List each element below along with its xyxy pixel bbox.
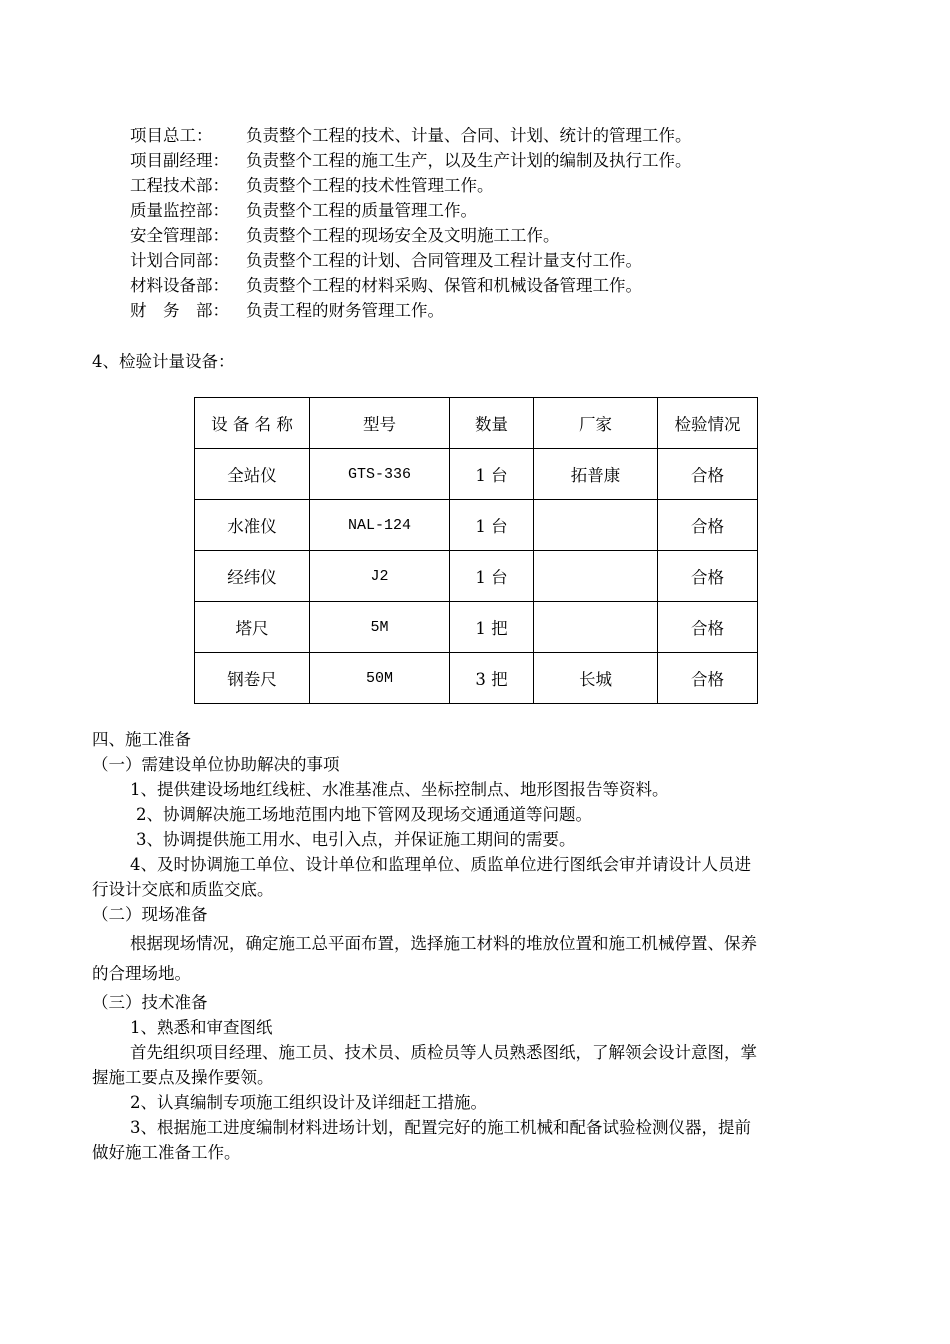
table-cell: 合格 — [658, 500, 758, 551]
table-row — [195, 653, 758, 704]
role-line — [130, 150, 692, 172]
list-item: 2、认真编制专项施工组织设计及详细赶工措施。 — [130, 1093, 487, 1112]
role-line — [130, 250, 642, 272]
paragraph-line: 首先组织项目经理、施工员、技术员、质检员等人员熟悉图纸，了解领会设计意图，掌 — [130, 1043, 757, 1062]
list-item: 3、根据施工进度编制材料进场计划，配置完好的施工机械和配备试验检测仪器，提前 — [130, 1118, 751, 1137]
list-item: 4、及时协调施工单位、设计单位和监理单位、质监单位进行图纸会审并请设计人员进 — [130, 855, 751, 874]
role-desc: 负责整个工程的质量管理工作。 — [246, 201, 477, 220]
table-cell: 塔尺 — [195, 602, 310, 653]
table-cell: 合格 — [658, 653, 758, 704]
role-desc: 负责整个工程的施工生产，以及生产计划的编制及执行工作。 — [246, 151, 692, 170]
table-cell: 拓普康 — [534, 449, 658, 500]
equipment-table — [194, 397, 758, 704]
table-cell: 钢卷尺 — [195, 653, 310, 704]
table-cell: 1 台 — [450, 500, 534, 551]
list-item: 3、协调提供施工用水、电引入点，并保证施工期间的需要。 — [136, 830, 576, 849]
table-cell: 合格 — [658, 602, 758, 653]
subsection-title: （二）现场准备 — [92, 905, 208, 924]
role-desc: 负责整个工程的计划、合同管理及工程计量支付工作。 — [246, 251, 642, 270]
table-cell: 长城 — [534, 653, 658, 704]
list-item: 1、熟悉和审查图纸 — [130, 1018, 273, 1037]
table-cell: 50M — [310, 653, 450, 704]
role-desc: 负责整个工程的技术性管理工作。 — [246, 176, 494, 195]
role-name: 安全管理部： — [130, 226, 229, 245]
table-cell: 合格 — [658, 551, 758, 602]
table-cell: 合格 — [658, 449, 758, 500]
table-row — [195, 602, 758, 653]
column-header: 数量 — [450, 398, 534, 449]
table-cell: J2 — [310, 551, 450, 602]
table-cell: 1 台 — [450, 551, 534, 602]
list-item: 1、提供建设场地红线桩、水准基准点、坐标控制点、地形图报告等资料。 — [130, 780, 669, 799]
role-name: 材料设备部： — [130, 276, 229, 295]
table-row — [195, 551, 758, 602]
role-desc: 负责整个工程的现场安全及文明施工工作。 — [246, 226, 560, 245]
role-name: 项目总工： — [130, 126, 213, 145]
table-cell: 经纬仪 — [195, 551, 310, 602]
table-cell: 1 把 — [450, 602, 534, 653]
table-cell — [534, 551, 658, 602]
role-line — [130, 300, 444, 322]
role-line — [130, 200, 477, 222]
equipment-heading: 4、检验计量设备： — [92, 352, 235, 371]
column-header: 设 备 名 称 — [195, 398, 310, 449]
list-item-continuation: 做好施工准备工作。 — [92, 1143, 241, 1162]
paragraph-line: 的合理场地。 — [92, 964, 191, 983]
table-cell — [534, 500, 658, 551]
column-header: 厂家 — [534, 398, 658, 449]
role-name: 计划合同部： — [130, 251, 229, 270]
role-name: 项目副经理： — [130, 151, 229, 170]
table-row — [195, 500, 758, 551]
role-name: 工程技术部： — [130, 176, 229, 195]
role-name: 财 务 部： — [130, 301, 229, 320]
role-line — [130, 225, 560, 247]
role-line — [130, 175, 494, 197]
table-row — [195, 449, 758, 500]
column-header: 型号 — [310, 398, 450, 449]
table-cell: 5M — [310, 602, 450, 653]
table-cell: NAL-124 — [310, 500, 450, 551]
list-item: 2、协调解决施工场地范围内地下管网及现场交通通道等问题。 — [136, 805, 592, 824]
table-cell: 1 台 — [450, 449, 534, 500]
role-name: 质量监控部： — [130, 201, 229, 220]
role-line — [130, 125, 692, 147]
paragraph-line: 握施工要点及操作要领。 — [92, 1068, 274, 1087]
table-cell: GTS-336 — [310, 449, 450, 500]
role-line — [130, 275, 642, 297]
table-header-row — [195, 398, 758, 449]
list-item-continuation: 行设计交底和质监交底。 — [92, 880, 274, 899]
subsection-title: （三）技术准备 — [92, 993, 208, 1012]
role-desc: 负责工程的财务管理工作。 — [246, 301, 444, 320]
table-cell — [534, 602, 658, 653]
paragraph-line: 根据现场情况，确定施工总平面布置，选择施工材料的堆放位置和施工机械停置、保养 — [130, 934, 757, 953]
role-desc: 负责整个工程的材料采购、保管和机械设备管理工作。 — [246, 276, 642, 295]
table-cell: 水准仪 — [195, 500, 310, 551]
table-cell: 3 把 — [450, 653, 534, 704]
table-cell: 全站仪 — [195, 449, 310, 500]
role-desc: 负责整个工程的技术、计量、合同、计划、统计的管理工作。 — [246, 126, 692, 145]
subsection-title: （一）需建设单位协助解决的事项 — [92, 755, 340, 774]
column-header: 检验情况 — [658, 398, 758, 449]
section-title: 四、施工准备 — [92, 730, 191, 749]
